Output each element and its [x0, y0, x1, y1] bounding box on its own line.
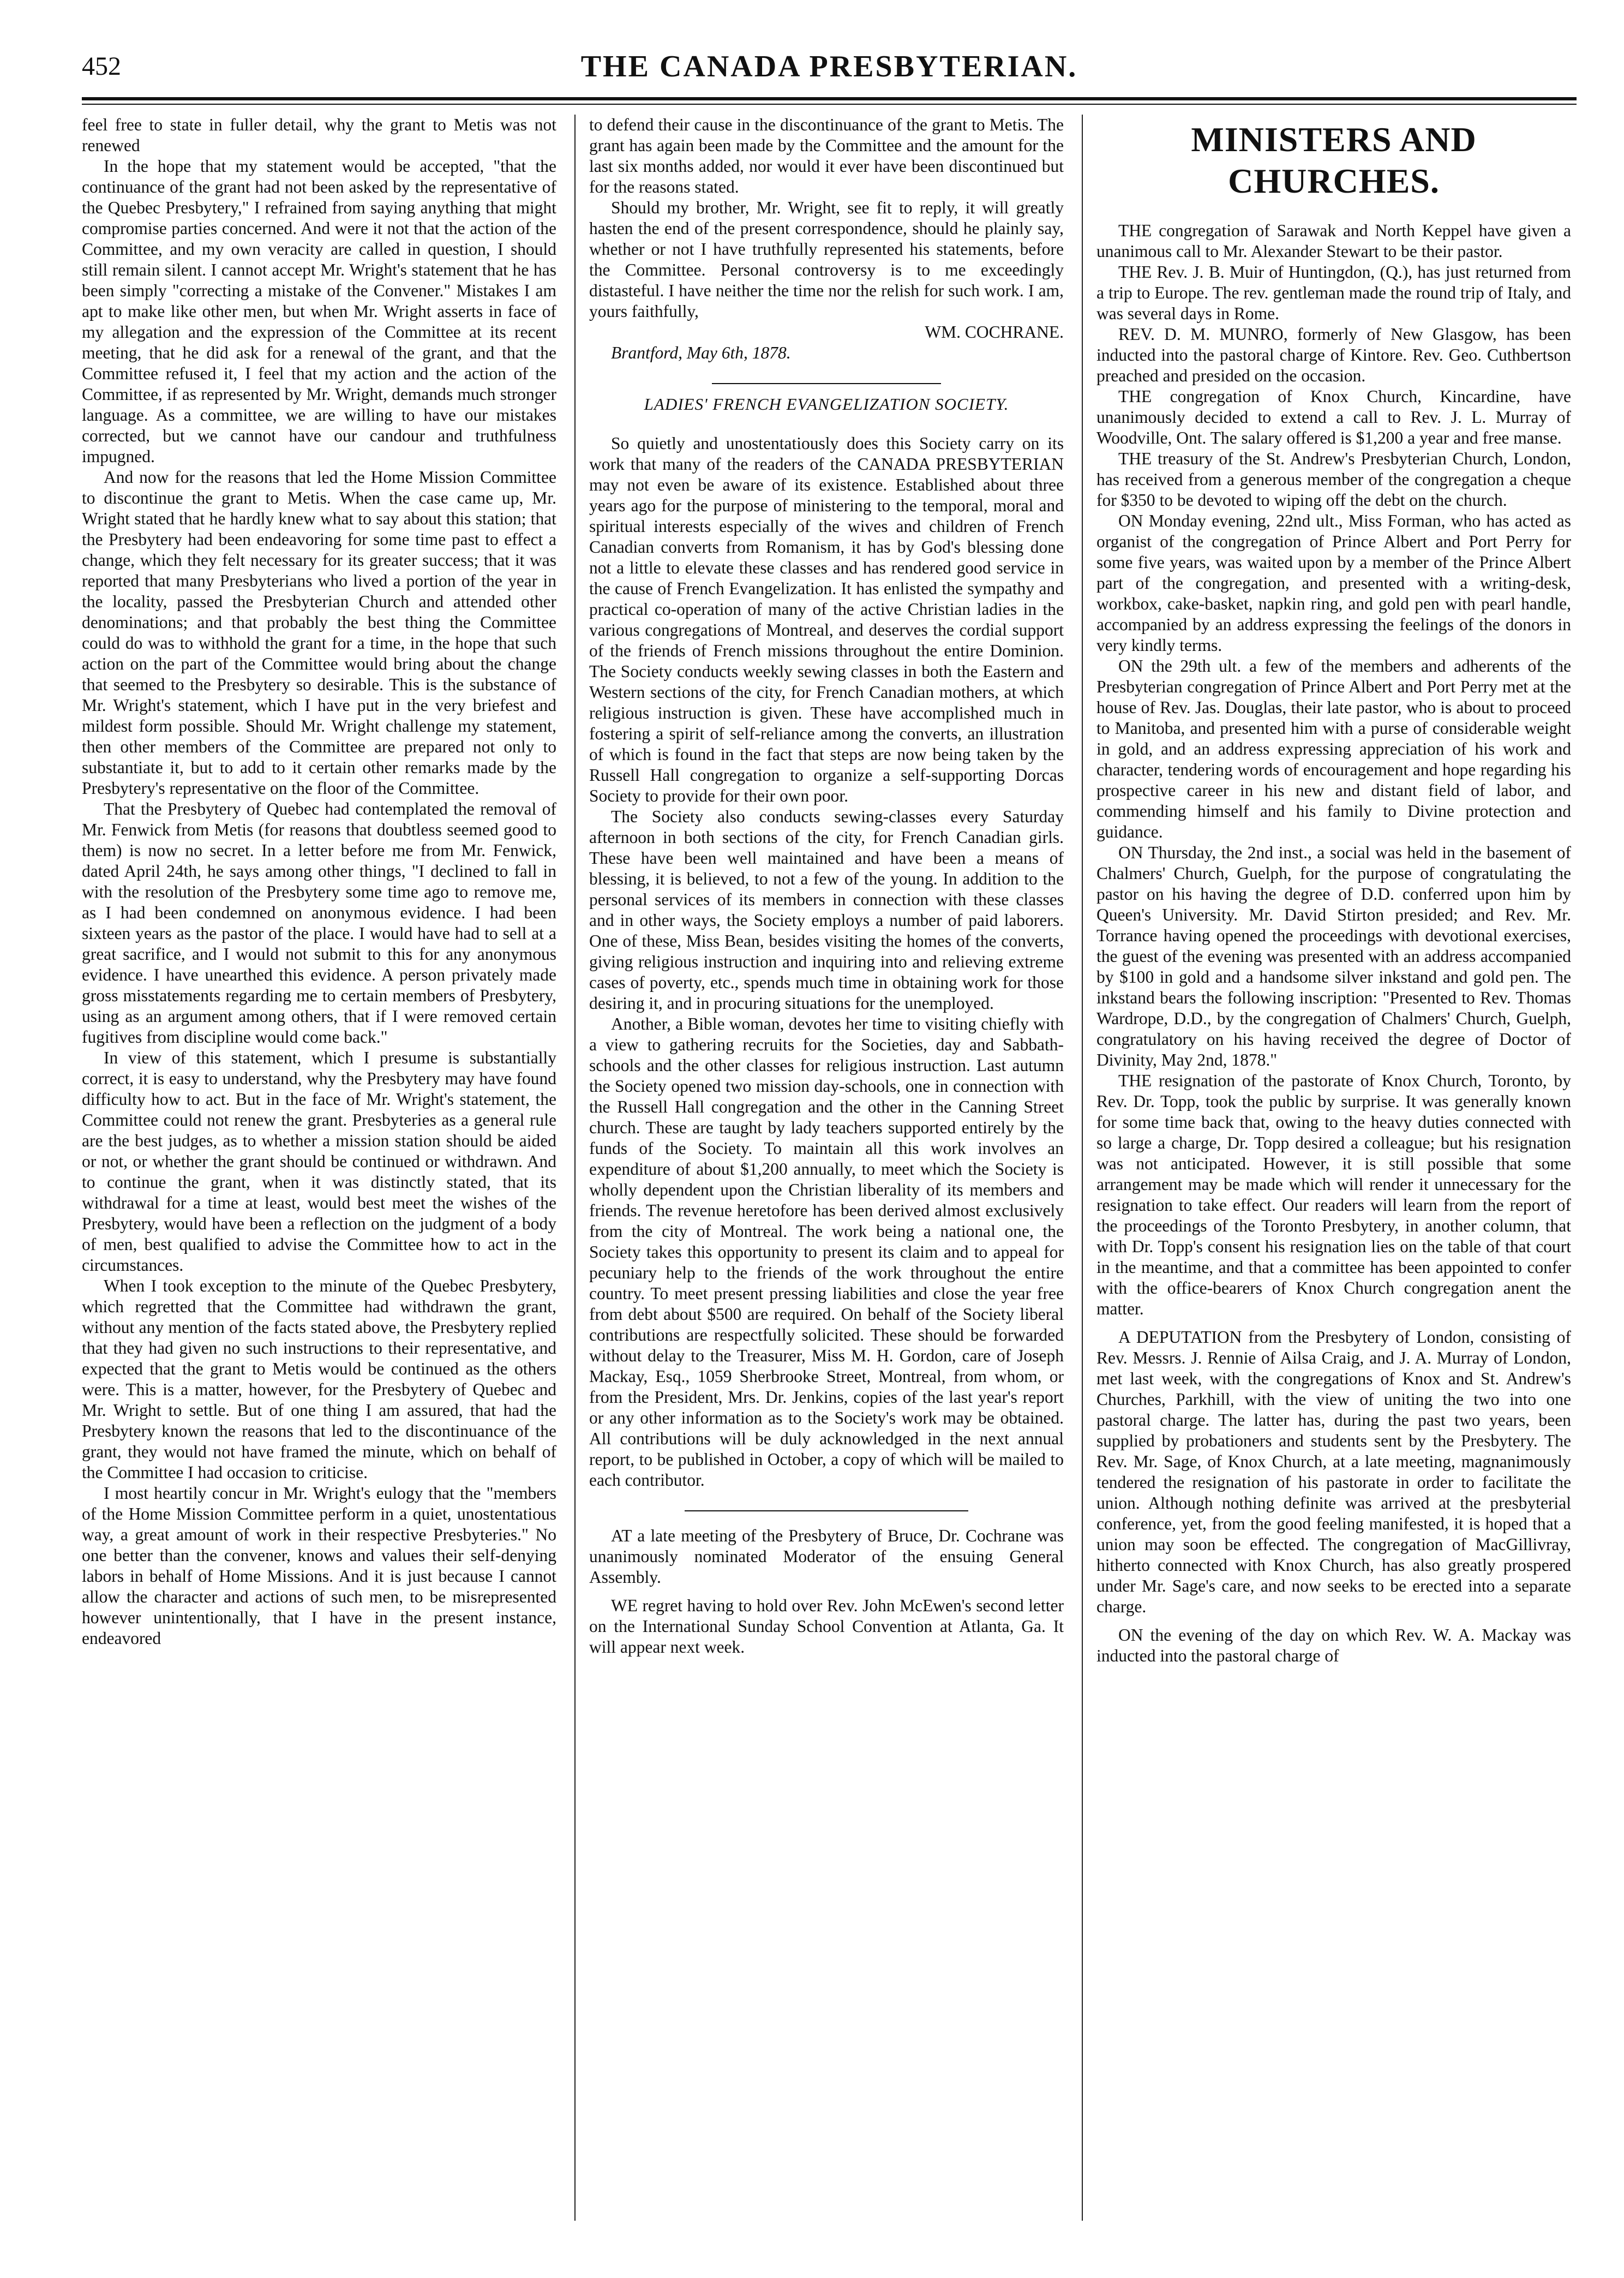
news-item: ON Monday evening, 22nd ult., Miss Forman, who has acted as organist of the congregation of Prince Albert and Port Perry for some five years, was waited upon by a member of the Prince Albert part of the congregation, and presented with a writing-desk, workbox, cake-basket, napkin ring, and gold pen with pearl handle, accompanied by an address expressing the feelings of the donors in very kindly terms.: [1096, 511, 1571, 655]
news-item: THE congregation of Sarawak and North Keppel have given a unanimous call to Mr. Alexander Stewart to be their pastor.: [1096, 221, 1571, 261]
article-paragraph: In the hope that my statement would be accepted, "that the continuance of the grant had not been asked by the representative of the Quebec Presbytery," I refrained from saying anything that might compromise parties concerned. And were it not that the action of the Committee, and my own veracity are called in question, I should still remain silent. I cannot accept Mr. Wright's statement that he has been simply "correcting a mistake of the Convener." Mistakes I am apt to make like other men, but when Mr. Wright asserts in face of my allegation and the expression of the Committee at its recent meeting, that he did ask for a renewal of the grant, and that the Committee refused it, I feel that my action and the action of the Committee, if as represented by Mr. Wright, demands much stronger language. As a committee, we are willing to have our mistakes corrected, but we cannot have our candour and truthfulness impugned.: [82, 157, 556, 466]
article-paragraph: feel free to state in fuller detail, why the grant to Metis was not renewed: [82, 115, 556, 155]
newspaper-page: [82, 49, 1577, 2232]
article-paragraph: When I took exception to the minute of the Quebec Presbytery, which regretted that the Committee had withdrawn the grant, without any mention of the facts stated above, the Presbytery replied that they had given no such instructions to their representative, and expected that the grant to Metis would be continued as the others were. This is a matter, however, for the Presbytery of Quebec and Mr. Wright to settle. But of one thing I am assured, that had the Presbytery known the reasons that led to the discontinuance of the grant, they would not have framed the minute, which on behalf of the Committee I had occasion to criticise.: [82, 1276, 556, 1482]
article-paragraph: Another, a Bible woman, devotes her time to visiting chiefly with a view to gathering recruits for the Societies, day and Sabbath-schools and the other classes for religious instruction. Last autumn the Society opened two mission day-schools, one in connection with the Russell Hall congregation and the other in the Canning Street church. These are taught by lady teachers supported entirely by the funds of the Society. To maintain all this work involves an expenditure of about $1,200 annually, to meet which the Society is wholly dependent upon the Christian liberality of its members and friends. The revenue heretofore has been derived almost exclusively from the city of Montreal. The work being a national one, the Society takes this opportunity to present its claim and to appeal for pecuniary help to the friends of the work throughout the entire country. To meet present pressing liabilities and close the year free from debt about $500 are required. On behalf of the Society liberal contributions are respectfully solicited. These should be forwarded without delay to the Treasurer, Miss M. H. Gordon, care of Joseph Mackay, Esq., 1059 Sherbrooke Street, Montreal, from whom, or from the President, Mrs. Dr. Jenkins, copies of the last year's report or any other information as to the Society's work may be obtained. All contributions will be duly acknowledged in the next annual report, to be published in October, a copy of which will be mailed to each contributor.: [589, 1014, 1064, 1490]
newspaper-title: THE CANADA PRESBYTERIAN.: [580, 50, 1078, 83]
article-paragraph: Should my brother, Mr. Wright, see fit to reply, it will greatly hasten the end of the present correspondence, should he plainly say, whether or not I have truthfully represented his statements, before the Committee. Personal controversy is to me exceedingly distasteful. I have neither the time nor the relish for such work. I am, yours faithfully,: [589, 198, 1064, 321]
column-heading: MINISTERS AND CHURCHES.: [1191, 120, 1477, 200]
column-1: [82, 115, 556, 1649]
news-item: ON Thursday, the 2nd inst., a social was held in the basement of Chalmers' Church, Guelph, for the purpose of congratulating the pastor on his having the degree of D.D. conferred upon him by Queen's University. Mr. David Stirton presided; and Rev. Mr. Torrance having opened the proceedings with devotional exercises, the guest of the evening was presented with an address accompanied by $100 in gold and a handsome silver inkstand and gold pen. The inkstand bears the following inscription: "Presented to Rev. Thomas Wardrope, D.D., by the congregation of Chalmers' Church, Guelph, congratulatory on his having received the degree of Doctor of Divinity, May 2nd, 1878.": [1096, 843, 1571, 1069]
article-paragraph: And now for the reasons that led the Home Mission Committee to discontinue the grant to Metis. When the case came up, Mr. Wright stated that he hardly knew what to say about this station; that the Presbytery had been endeavoring for some time past to effect a change, which they felt necessary for its greater success; that it was reported that many Presbyterians who lived a portion of the year in the locality, passed the Presbyterian Church and attended other denominations; and that probably the best thing the Committee could do was to withhold the grant for a time, in the hope that such action on the part of the Committee would bring about the change that seemed to the Presbytery so desirable. This is the substance of Mr. Wright's statement, which I have put in the very briefest and mildest form possible. Should Mr. Wright challenge my statement, then other members of the Committee are prepared not only to substantiate it, but to add to it certain other remarks made by the Presbytery's representative on the floor of the Committee.: [82, 468, 556, 798]
page-header: [82, 49, 1577, 87]
article-paragraph: to defend their cause in the discontinuance of the grant to Metis. The grant has again been made by the Committee and the amount for the last six months added, nor would it ever have been discontinued but for the reasons stated.: [589, 115, 1064, 196]
header-rule-thin: [82, 104, 1577, 105]
news-item: THE congregation of Knox Church, Kincardine, have unanimously decided to extend a call to Rev. J. L. Murray of Woodville, Ont. The salary offered is $1,200 a year and free manse.: [1096, 387, 1571, 447]
page-number: 452: [82, 52, 121, 81]
article-paragraph: That the Presbytery of Quebec had contemplated the removal of Mr. Fenwick from Metis (for reasons that doubtless seemed good to them) is now no secret. In a letter before me from Mr. Fenwick, dated April 24th, he says among other things, "I declined to fall in with the resolution of the Presbytery some time ago to remove me, as I had been condemned on anonymous evidence. I had been sixteen years as the pastor of the place. I would have had to sell at a great sacrifice, and I would not submit to this for any anonymous evidence. I have unearthed this evidence. A person privately made gross misstatements regarding me to certain members of Presbytery, using as an argument among others, that if I were removed certain fugitives from discipline would come back.": [82, 799, 556, 1047]
article-paragraph: I most heartily concur in Mr. Wright's eulogy that the "members of the Home Mission Committee perform in a quiet, unostentatious way, a great amount of work in their respective Presbyteries." No one better than the convener, knows and values their self-denying labors in behalf of Home Missions. And it is just because I cannot allow the character and actions of such men, to be misrepresented however unintentionally, that I have in the present instance, endeavored: [82, 1484, 556, 1648]
news-item: REV. D. M. MUNRO, formerly of New Glasgow, has been inducted into the pastoral charge of Kintore. Rev. Geo. Cuthbertson preached and presided on the occasion.: [1096, 325, 1571, 385]
news-item: AT a late meeting of the Presbytery of Bruce, Dr. Cochrane was unanimously nominated Moderator of the ensuing General Assembly.: [589, 1526, 1064, 1587]
section-divider: [685, 1510, 968, 1511]
news-item: WE regret having to hold over Rev. John McEwen's second letter on the International Sunday School Convention at Atlanta, Ga. It will appear next week.: [589, 1596, 1064, 1657]
news-item: THE resignation of the pastorate of Knox Church, Toronto, by Rev. Dr. Topp, took the public by surprise. It was generally known for some time back that, owing to the heavy duties connected with so large a charge, Dr. Topp desired a colleague; but his resignation was not anticipated. However, it is still possible that some arrangement may be made which will render it unnecessary for the resignation to take effect. Our readers will learn from the report of the proceedings of the Toronto Presbytery, in another column, that with Dr. Topp's consent his resignation lies on the table of that court in the meantime, and that a committee has been appointed to confer with the office-bearers of Knox Church congregation anent the matter.: [1096, 1071, 1571, 1318]
article-paragraph: The Society also conducts sewing-classes every Saturday afternoon in both sections of the city, for French Canadian girls. These have been well maintained and have been a means of blessing, it is believed, to not a few of the young. In addition to the personal services of its members in connection with these classes and in other ways, the Society employs a number of paid laborers. One of these, Miss Bean, besides visiting the homes of the converts, giving religious instruction and inquiring into and relieving extreme cases of poverty, etc., spends much time in obtaining work for those desiring it, and in procuring situations for the unemployed.: [589, 807, 1064, 1013]
news-item: A DEPUTATION from the Presbytery of London, consisting of Rev. Messrs. J. Rennie of Ailsa Craig, and J. A. Murray of London, met last week, with the congregations of Knox and St. Andrew's Churches, Parkhill, with the view of uniting the two into one pastoral charge. The latter has, during the past two years, been supplied by probationers and students sent by the Presbytery. The Rev. Mr. Sage, of Knox Church, at a late meeting, magnanimously tendered the resignation of his pastorate in order to facilitate the union. Although nothing definite was arrived at the presbyterial conference, yet, from the good feeling manifested, it is hoped that a union may soon be effected. The congregation of MacGillivray, hitherto connected with Knox Church, has also greatly prospered under Mr. Sage's care, and now seeks to be erected into a separate charge.: [1096, 1328, 1571, 1616]
letter-dateline: Brantford, May 6th, 1878.: [611, 343, 791, 362]
article-paragraph: So quietly and unostentatiously does this Society carry on its work that many of the readers of the CANADA PRESBYTERIAN may not even be aware of its existence. Established about three years ago for the purpose of ministering to the temporal, moral and spiritual interests especially of the wives and children of French Canadian converts from Romanism, it has by God's blessing done not a little to elevate these classes and has rendered good service in the cause of French Evangelization. It has enlisted the sympathy and practical co-operation of many of the active Christian ladies in the various congregations of Montreal, and deserves the cordial support of the friends of French missions throughout the entire Dominion. The Society conducts weekly sewing classes in both the Eastern and Western sections of the city, for French Canadian mothers, at which religious instruction is given. These have accomplished much in fostering a spirit of self-reliance among the converts, an illustration of which is found in the fact that steps are now being taken by the Russell Hall congregation to organize a self-supporting Dorcas Society to provide for their own poor.: [589, 434, 1064, 805]
column-divider: [574, 115, 576, 2221]
news-item: THE Rev. J. B. Muir of Huntingdon, (Q.), has just returned from a trip to Europe. The rev. gentleman made the round trip of Italy, and was several days in Rome.: [1096, 262, 1571, 323]
article-paragraph: In view of this statement, which I presume is substantially correct, it is easy to understand, why the Presbytery may have found difficulty how to act. But in the face of Mr. Wright's statement, the Committee could not renew the grant. Presbyteries as a general rule are the best judges, as to whether a mission station should be aided or not, or whether the grant should be continued or withdrawn. And to continue the grant, when it was distinctly stated, that its withdrawal for a time at least, would best meet the wishes of the Presbytery, would have been a reflection on the judgment of a body of men, best qualified to advise the Committee how to act in the circumstances.: [82, 1048, 556, 1275]
news-item: ON the 29th ult. a few of the members and adherents of the Presbyterian congregation of Prince Albert and Port Perry met at the house of Rev. Jas. Douglas, their late pastor, who is about to proceed to Manitoba, and presented him with a purse of considerable weight in gold, and an address expressing appreciation of his work and character, tendering words of encouragement and hope regarding his prospective career in his new and distant field of labor, and commending himself and his family to Divine protection and guidance.: [1096, 656, 1571, 841]
column-2: [589, 115, 1064, 1658]
letter-signature: WM. COCHRANE.: [925, 322, 1064, 342]
news-item: THE treasury of the St. Andrew's Presbyterian Church, London, has received from a generous member of the congregation a cheque for $350 to be devoted to wiping off the debt on the church.: [1096, 449, 1571, 510]
column-divider: [1082, 115, 1083, 2221]
section-title: LADIES' FRENCH EVANGELIZATION SOCIETY.: [589, 383, 1064, 415]
column-3: [1096, 115, 1571, 1666]
news-item: ON the evening of the day on which Rev. W. A. Mackay was inducted into the pastoral charge of: [1096, 1625, 1571, 1665]
header-rule: [82, 97, 1577, 100]
